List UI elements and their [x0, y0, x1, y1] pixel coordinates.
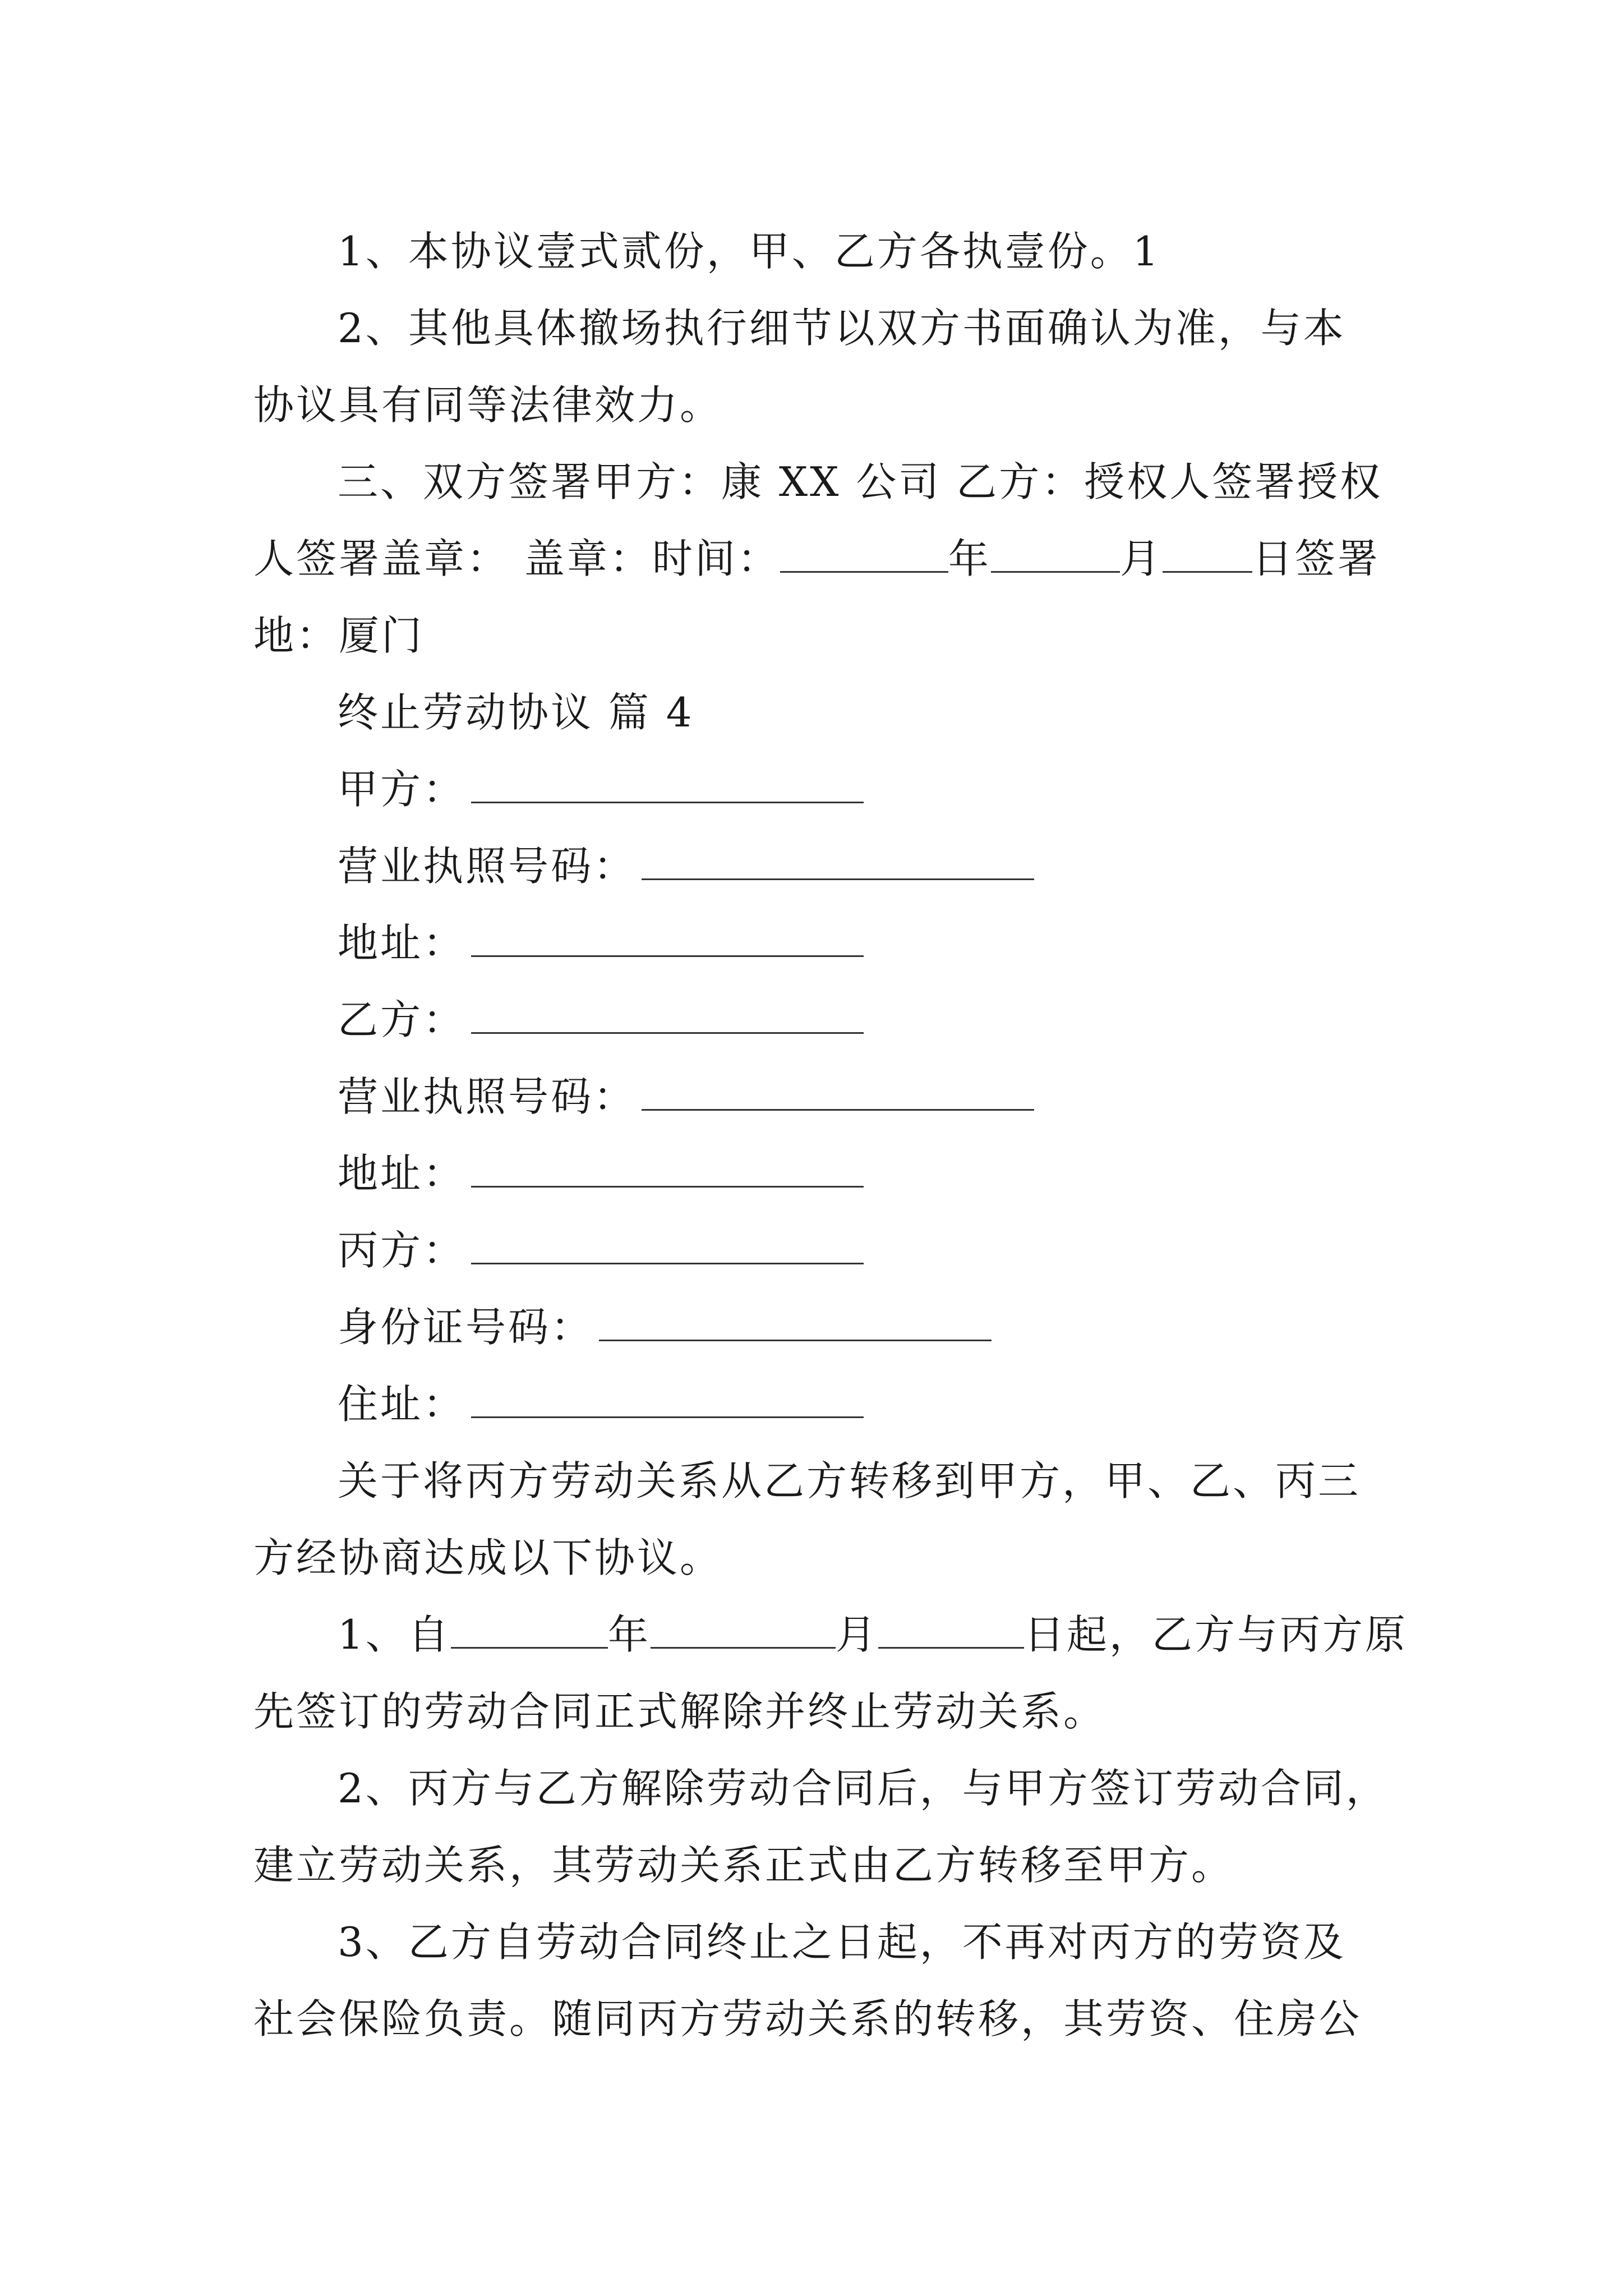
- sign-day-blank: [1163, 537, 1252, 573]
- field-party-c: [253, 1212, 1381, 1289]
- field-blank: [642, 845, 1034, 880]
- field-label: 营业执照号码：: [338, 1073, 637, 1120]
- field-blank: [471, 1229, 864, 1264]
- field-address-b: [253, 1135, 1381, 1212]
- sign-year-label: 年: [948, 535, 991, 582]
- clause-1-prefix: 1、自: [338, 1611, 451, 1658]
- field-residence-c: [253, 1366, 1381, 1443]
- sign-day-label: 日签署: [1252, 535, 1380, 582]
- signature-clause-line1: 三、双方签署甲方：康 XX 公司 乙方：授权人签署授权: [338, 458, 1383, 505]
- start-month-label: 月: [835, 1611, 878, 1658]
- field-blank: [471, 1152, 864, 1188]
- field-blank: [599, 1306, 992, 1341]
- sign-month-label: 月: [1119, 535, 1163, 582]
- clause-details-line1: 2、其他具体撤场执行细节以双方书面确认为准，与本: [338, 305, 1346, 352]
- field-blank: [471, 922, 864, 957]
- field-id-c: [253, 1289, 1381, 1366]
- clause-3-line1: 3、乙方自劳动合同终止之日起，不再对丙方的劳资及: [338, 1918, 1346, 1966]
- section-heading: 终止劳动协议 篇 4: [338, 689, 694, 736]
- intro-line1: 关于将丙方劳动关系从乙方转移到甲方，甲、乙、丙三: [338, 1457, 1361, 1504]
- sign-month-blank: [991, 537, 1120, 573]
- field-label: 住址：: [338, 1381, 466, 1428]
- field-label: 地址：: [338, 919, 466, 967]
- start-month-blank: [651, 1613, 836, 1649]
- clause-1-line2: 先签订的劳动合同正式解除并终止劳动关系。: [253, 1688, 1106, 1735]
- clause-2-line2: 建立劳动关系，其劳动关系正式由乙方转移至甲方。: [253, 1842, 1234, 1889]
- start-year-blank: [451, 1613, 608, 1649]
- sign-year-blank: [780, 537, 948, 573]
- clause-details-line2: 协议具有同等法律效力。: [253, 381, 723, 429]
- start-day-blank: [878, 1613, 1024, 1649]
- field-label: 地址：: [338, 1150, 466, 1197]
- intro-line2: 方经协商达成以下协议。: [253, 1534, 723, 1581]
- field-party-b: [253, 982, 1381, 1059]
- clause-2-line1: 2、丙方与乙方解除劳动合同后，与甲方签订劳动合同，: [338, 1765, 1389, 1812]
- clause-1-line1: [253, 1596, 1408, 1673]
- field-blank: [471, 768, 864, 803]
- clause-copies: 1、本协议壹式贰份，甲、乙方各执壹份。1: [338, 228, 1161, 275]
- field-blank: [471, 1383, 864, 1418]
- field-license-b: [253, 1059, 1381, 1135]
- signature-clause-line2: [253, 521, 1381, 597]
- document-page: [253, 213, 1408, 2058]
- field-party-a: [253, 751, 1381, 828]
- field-label: 丙方：: [338, 1227, 466, 1274]
- field-blank: [471, 999, 864, 1034]
- field-license-a: [253, 828, 1381, 905]
- start-year-label: 年: [607, 1611, 651, 1658]
- field-label: 甲方：: [338, 766, 466, 813]
- signature-place: 地：厦门: [253, 612, 425, 659]
- field-label: 乙方：: [338, 996, 466, 1043]
- field-label: 身份证号码：: [338, 1304, 594, 1351]
- field-blank: [642, 1075, 1034, 1111]
- clause-3-line2: 社会保险负责。随同丙方劳动关系的转移，其劳资、住房公: [253, 1995, 1362, 2042]
- field-label: 营业执照号码：: [338, 843, 637, 890]
- clause-1-suffix: 日起，乙方与丙方原: [1023, 1611, 1408, 1658]
- signature-label: 人签署盖章： 盖章：时间：: [253, 535, 780, 582]
- field-address-a: [253, 905, 1381, 982]
